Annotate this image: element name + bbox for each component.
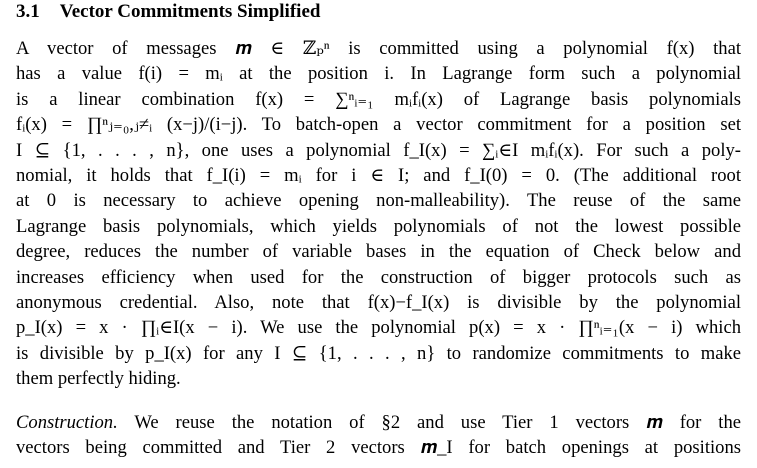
section-title: Vector Commitments Simplified [59,1,321,22]
text-line: fᵢ(x) = ∏ⁿⱼ₌₀,ⱼ≠ᵢ (x−j)/(i−j). To batch-open a vector commitment for a position set [16,114,741,136]
text-line: has a value f(i) = mᵢ at the position i. In Lagrange form such a polynomial [16,63,741,85]
run-in-heading: Construction. [16,412,118,433]
paragraph-vector-commitments [16,36,741,391]
text-line: I ⊆ {1, . . . , n}, one uses a polynomial f_I(x) = ∑ᵢ∈I mᵢfᵢ(x). For such a poly- [16,139,741,161]
text-line: anonymous credential. Also, note that f(x)−f_I(x) is divisible by the polynomial [16,291,741,313]
text-line: at 0 is necessary to achieve opening non-malleability). The reuse of the same [16,190,741,212]
text-line: p_I(x) = x · ∏ᵢ∈I(x − i). We use the polynomial p(x) = x · ∏ⁿᵢ₌₁(x − i) which [16,317,741,339]
text-line: vectors being committed and Tier 2 vectors 𝒎_I for batch openings at positions [16,437,741,459]
section-number: 3.1 [16,1,40,22]
text-line: increases efficiency when used for the construction of bigger protocols such as [16,266,741,288]
paragraph-construction [16,410,741,461]
text-line: is divisible by p_I(x) for any I ⊆ {1, . . . , n} to randomize commitments to make [16,342,741,364]
section-heading [16,0,741,26]
text-line: Lagrange basis polynomials, which yields polynomials of not the lowest possible [16,215,741,237]
text-line-content: We reuse the notation of §2 and use Tier 1 vectors 𝒎 for the [134,412,741,433]
text-line: is a linear combination f(x) = ∑ⁿᵢ₌₁ mᵢfᵢ(x) of Lagrange basis polynomials [16,88,741,110]
text-line: degree, reduces the number of variable bases in the equation of Check below and [16,241,741,263]
text-line: nomial, it holds that f_I(i) = mᵢ for i ∈ I; and f_I(0) = 0. (The additional root [16,164,741,186]
text-line [16,410,741,435]
text-line: them perfectly hiding. [16,368,181,390]
text-line: A vector of messages 𝒎 ∈ ℤₚⁿ is committed using a polynomial f(x) that [16,38,741,59]
